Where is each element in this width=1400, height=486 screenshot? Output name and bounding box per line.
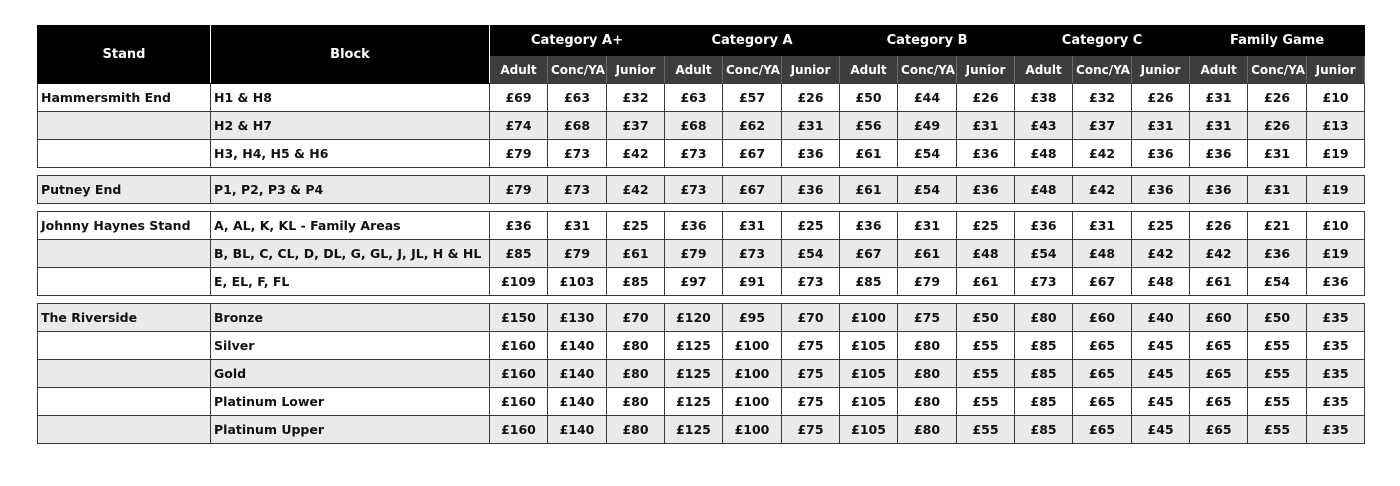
price-cell: £36 [782, 140, 840, 168]
price-cell: £61 [840, 176, 898, 204]
category-header: Category A+ [490, 26, 665, 56]
price-cell: £48 [1073, 240, 1132, 268]
block-cell: A, AL, K, KL - Family Areas [211, 212, 490, 240]
price-type-header: Junior [1132, 56, 1190, 84]
price-cell: £62 [723, 112, 782, 140]
price-cell: £80 [1015, 304, 1073, 332]
price-cell: £73 [1015, 268, 1073, 296]
price-cell: £55 [1248, 360, 1307, 388]
group-spacer [38, 168, 1365, 176]
price-cell: £31 [1190, 112, 1248, 140]
price-cell: £55 [957, 416, 1015, 444]
table-row [38, 304, 1365, 332]
price-cell: £80 [607, 332, 665, 360]
stand-column-header: Stand [38, 26, 211, 84]
price-cell: £70 [607, 304, 665, 332]
price-cell: £55 [1248, 388, 1307, 416]
price-cell: £67 [1073, 268, 1132, 296]
category-header: Category A [665, 26, 840, 56]
price-cell: £68 [548, 112, 607, 140]
price-cell: £140 [548, 332, 607, 360]
price-cell: £140 [548, 416, 607, 444]
price-cell: £19 [1307, 140, 1365, 168]
price-cell: £63 [548, 84, 607, 112]
price-cell: £95 [723, 304, 782, 332]
price-cell: £25 [607, 212, 665, 240]
price-cell: £25 [957, 212, 1015, 240]
price-cell: £36 [665, 212, 723, 240]
price-cell: £100 [723, 388, 782, 416]
price-cell: £105 [840, 388, 898, 416]
stand-cell: The Riverside [38, 304, 211, 332]
price-cell: £61 [840, 140, 898, 168]
table-header [38, 26, 1365, 84]
price-cell: £120 [665, 304, 723, 332]
price-type-header: Adult [665, 56, 723, 84]
price-cell: £85 [1015, 360, 1073, 388]
price-cell: £55 [957, 332, 1015, 360]
table-row [38, 360, 1365, 388]
price-cell: £35 [1307, 360, 1365, 388]
price-cell: £25 [782, 212, 840, 240]
price-cell: £13 [1307, 112, 1365, 140]
stand-cell [38, 332, 211, 360]
price-cell: £150 [490, 304, 548, 332]
category-header: Category C [1015, 26, 1190, 56]
price-cell: £19 [1307, 176, 1365, 204]
price-cell: £19 [1307, 240, 1365, 268]
price-cell: £105 [840, 416, 898, 444]
price-cell: £36 [1015, 212, 1073, 240]
price-type-header: Junior [782, 56, 840, 84]
price-cell: £31 [898, 212, 957, 240]
price-cell: £35 [1307, 304, 1365, 332]
price-cell: £125 [665, 388, 723, 416]
price-cell: £130 [548, 304, 607, 332]
price-cell: £55 [1248, 332, 1307, 360]
price-cell: £160 [490, 416, 548, 444]
stand-cell: Hammersmith End [38, 84, 211, 112]
block-cell: Bronze [211, 304, 490, 332]
price-cell: £48 [1015, 140, 1073, 168]
price-cell: £31 [1248, 176, 1307, 204]
price-cell: £10 [1307, 212, 1365, 240]
category-header: Family Game [1190, 26, 1365, 56]
price-cell: £79 [548, 240, 607, 268]
price-cell: £73 [548, 140, 607, 168]
stand-cell: Putney End [38, 176, 211, 204]
price-cell: £50 [1248, 304, 1307, 332]
price-cell: £45 [1132, 332, 1190, 360]
table-row [38, 140, 1365, 168]
price-type-header: Junior [957, 56, 1015, 84]
spacer-cell [38, 204, 1365, 212]
price-cell: £50 [840, 84, 898, 112]
price-cell: £65 [1073, 360, 1132, 388]
price-cell: £140 [548, 388, 607, 416]
price-cell: £55 [957, 360, 1015, 388]
price-cell: £36 [1307, 268, 1365, 296]
block-cell: Gold [211, 360, 490, 388]
price-cell: £45 [1132, 360, 1190, 388]
price-cell: £80 [898, 416, 957, 444]
price-cell: £97 [665, 268, 723, 296]
price-cell: £73 [548, 176, 607, 204]
price-cell: £79 [665, 240, 723, 268]
price-cell: £80 [898, 388, 957, 416]
price-cell: £26 [782, 84, 840, 112]
price-cell: £100 [723, 332, 782, 360]
price-cell: £160 [490, 360, 548, 388]
price-type-header: Adult [490, 56, 548, 84]
price-cell: £69 [490, 84, 548, 112]
price-cell: £103 [548, 268, 607, 296]
price-cell: £61 [957, 268, 1015, 296]
price-type-header: Junior [607, 56, 665, 84]
stand-cell [38, 388, 211, 416]
price-cell: £65 [1073, 416, 1132, 444]
price-cell: £125 [665, 332, 723, 360]
price-cell: £31 [957, 112, 1015, 140]
price-cell: £125 [665, 360, 723, 388]
price-cell: £61 [898, 240, 957, 268]
price-cell: £44 [898, 84, 957, 112]
price-cell: £80 [898, 332, 957, 360]
price-cell: £48 [957, 240, 1015, 268]
price-cell: £85 [840, 268, 898, 296]
table-row [38, 388, 1365, 416]
price-cell: £63 [665, 84, 723, 112]
price-cell: £32 [1073, 84, 1132, 112]
price-type-header: Conc/YA [1248, 56, 1307, 84]
price-cell: £68 [665, 112, 723, 140]
price-cell: £56 [840, 112, 898, 140]
price-cell: £85 [1015, 416, 1073, 444]
table-row [38, 268, 1365, 296]
table-row [38, 212, 1365, 240]
block-cell: Silver [211, 332, 490, 360]
price-cell: £36 [1132, 176, 1190, 204]
price-cell: £26 [1248, 84, 1307, 112]
price-cell: £65 [1190, 332, 1248, 360]
price-cell: £31 [723, 212, 782, 240]
price-cell: £79 [490, 140, 548, 168]
price-cell: £65 [1190, 360, 1248, 388]
price-cell: £79 [490, 176, 548, 204]
price-cell: £37 [1073, 112, 1132, 140]
price-cell: £73 [665, 176, 723, 204]
price-type-header: Conc/YA [548, 56, 607, 84]
price-cell: £25 [1132, 212, 1190, 240]
price-type-header: Adult [840, 56, 898, 84]
price-cell: £54 [898, 140, 957, 168]
price-cell: £42 [1073, 140, 1132, 168]
price-cell: £109 [490, 268, 548, 296]
price-cell: £75 [782, 332, 840, 360]
spacer-cell [38, 296, 1365, 304]
price-cell: £31 [1073, 212, 1132, 240]
price-cell: £67 [840, 240, 898, 268]
price-cell: £100 [723, 360, 782, 388]
price-cell: £55 [1248, 416, 1307, 444]
price-cell: £31 [782, 112, 840, 140]
block-cell: Platinum Upper [211, 416, 490, 444]
block-cell: Platinum Lower [211, 388, 490, 416]
price-cell: £105 [840, 332, 898, 360]
price-type-header: Conc/YA [723, 56, 782, 84]
block-cell: B, BL, C, CL, D, DL, G, GL, J, JL, H & HL [211, 240, 490, 268]
price-cell: £80 [898, 360, 957, 388]
price-cell: £54 [898, 176, 957, 204]
table-row [38, 416, 1365, 444]
price-cell: £80 [607, 360, 665, 388]
price-cell: £37 [607, 112, 665, 140]
price-cell: £67 [723, 140, 782, 168]
price-cell: £32 [607, 84, 665, 112]
table-row [38, 332, 1365, 360]
price-cell: £160 [490, 332, 548, 360]
price-cell: £31 [548, 212, 607, 240]
stand-cell: Johnny Haynes Stand [38, 212, 211, 240]
price-cell: £36 [957, 176, 1015, 204]
price-cell: £61 [1190, 268, 1248, 296]
block-cell: H3, H4, H5 & H6 [211, 140, 490, 168]
price-cell: £36 [1190, 176, 1248, 204]
stand-cell [38, 360, 211, 388]
price-cell: £54 [1015, 240, 1073, 268]
price-table-container [37, 25, 1364, 444]
price-cell: £54 [1248, 268, 1307, 296]
stand-cell [38, 240, 211, 268]
price-cell: £10 [1307, 84, 1365, 112]
stand-cell [38, 416, 211, 444]
price-cell: £80 [607, 388, 665, 416]
price-cell: £70 [782, 304, 840, 332]
price-cell: £36 [1248, 240, 1307, 268]
price-cell: £36 [1190, 140, 1248, 168]
price-cell: £40 [1132, 304, 1190, 332]
table-row [38, 112, 1365, 140]
block-cell: H1 & H8 [211, 84, 490, 112]
price-cell: £73 [723, 240, 782, 268]
price-cell: £50 [957, 304, 1015, 332]
price-cell: £26 [957, 84, 1015, 112]
price-cell: £85 [1015, 332, 1073, 360]
price-cell: £48 [1015, 176, 1073, 204]
price-type-header: Conc/YA [898, 56, 957, 84]
stand-cell [38, 268, 211, 296]
price-cell: £36 [957, 140, 1015, 168]
price-cell: £160 [490, 388, 548, 416]
table-body [38, 84, 1365, 444]
price-cell: £26 [1190, 212, 1248, 240]
price-cell: £49 [898, 112, 957, 140]
price-cell: £38 [1015, 84, 1073, 112]
price-cell: £42 [1190, 240, 1248, 268]
price-cell: £65 [1073, 332, 1132, 360]
table-row [38, 84, 1365, 112]
price-cell: £42 [1073, 176, 1132, 204]
price-cell: £45 [1132, 388, 1190, 416]
price-cell: £45 [1132, 416, 1190, 444]
stand-cell [38, 112, 211, 140]
price-cell: £55 [957, 388, 1015, 416]
price-type-header: Conc/YA [1073, 56, 1132, 84]
block-cell: P1, P2, P3 & P4 [211, 176, 490, 204]
price-cell: £65 [1190, 416, 1248, 444]
price-cell: £75 [782, 388, 840, 416]
price-cell: £75 [782, 360, 840, 388]
price-cell: £42 [607, 176, 665, 204]
price-cell: £65 [1190, 388, 1248, 416]
price-cell: £75 [898, 304, 957, 332]
price-cell: £60 [1190, 304, 1248, 332]
price-cell: £85 [1015, 388, 1073, 416]
group-spacer [38, 204, 1365, 212]
price-cell: £140 [548, 360, 607, 388]
price-cell: £26 [1132, 84, 1190, 112]
table-row [38, 176, 1365, 204]
price-cell: £85 [607, 268, 665, 296]
block-cell: E, EL, F, FL [211, 268, 490, 296]
category-header: Category B [840, 26, 1015, 56]
price-cell: £74 [490, 112, 548, 140]
price-cell: £35 [1307, 416, 1365, 444]
price-cell: £73 [782, 268, 840, 296]
price-cell: £125 [665, 416, 723, 444]
price-cell: £100 [723, 416, 782, 444]
price-cell: £80 [607, 416, 665, 444]
price-type-header: Adult [1190, 56, 1248, 84]
stand-cell [38, 140, 211, 168]
price-cell: £48 [1132, 268, 1190, 296]
price-cell: £43 [1015, 112, 1073, 140]
price-cell: £31 [1132, 112, 1190, 140]
price-cell: £75 [782, 416, 840, 444]
price-cell: £85 [490, 240, 548, 268]
price-cell: £35 [1307, 388, 1365, 416]
price-type-header: Junior [1307, 56, 1365, 84]
table-row [38, 240, 1365, 268]
price-cell: £60 [1073, 304, 1132, 332]
block-cell: H2 & H7 [211, 112, 490, 140]
price-cell: £36 [782, 176, 840, 204]
group-spacer [38, 296, 1365, 304]
price-cell: £21 [1248, 212, 1307, 240]
price-cell: £36 [490, 212, 548, 240]
price-cell: £73 [665, 140, 723, 168]
spacer-cell [38, 168, 1365, 176]
price-cell: £100 [840, 304, 898, 332]
price-cell: £65 [1073, 388, 1132, 416]
price-cell: £91 [723, 268, 782, 296]
price-cell: £57 [723, 84, 782, 112]
price-cell: £26 [1248, 112, 1307, 140]
price-cell: £35 [1307, 332, 1365, 360]
ticket-price-table [37, 25, 1365, 444]
price-cell: £36 [1132, 140, 1190, 168]
price-cell: £36 [840, 212, 898, 240]
price-cell: £31 [1248, 140, 1307, 168]
price-cell: £105 [840, 360, 898, 388]
price-cell: £42 [1132, 240, 1190, 268]
block-column-header: Block [211, 26, 490, 84]
price-cell: £61 [607, 240, 665, 268]
price-cell: £79 [898, 268, 957, 296]
price-cell: £42 [607, 140, 665, 168]
price-cell: £67 [723, 176, 782, 204]
price-type-header: Adult [1015, 56, 1073, 84]
price-cell: £31 [1190, 84, 1248, 112]
price-cell: £54 [782, 240, 840, 268]
